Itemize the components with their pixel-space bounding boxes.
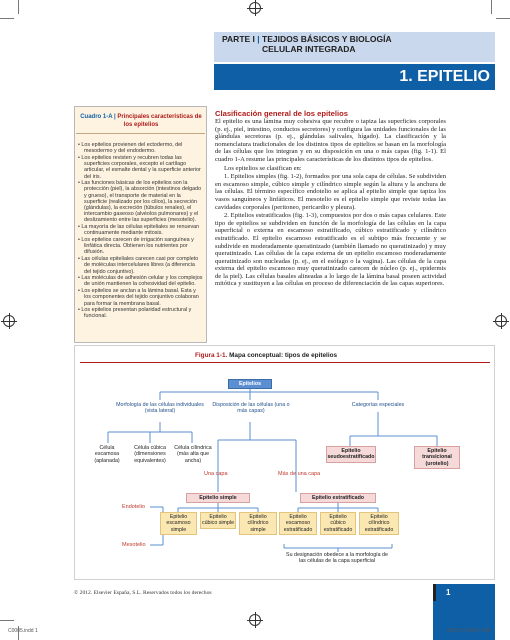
list-item: • La mayoría de las células epiteliales se renuevan continuamente mediante mitosis. [78, 224, 203, 236]
paragraph: 2. Epitelios estratificados (fig. 1-3), compuestos por dos o más capas celulares. Este tipo de epitelios se subdividen en función de la morfología de las células en la capa superficial o externa en escamoso estratificado, cúbico estratificado y cilíndrico estratificado. El epitelio escamoso estratificado es el subtipo más frecuente y se subdivide en moderadamente queratinizado (también llamado no queratinizado) y muy queratinizado. Las células de la capa externa de un epitelio escamoso moderadamente queratinizado son nucleadas (p. ej., en el esófago o la vagina). Las células de la capa externa del epitelio escamoso muy queratinizado carecen de núcleo (p. ej., epidermis de la piel). Las células basales alineadas a lo largo de la lámina basal poseen actividad mitótica y sustituyen a las células en proceso de diferenciación de las capas superiores. [215, 212, 446, 288]
chapter-title: 1. EPITELIO [399, 68, 490, 85]
node-epitelios: Epitelios [228, 379, 272, 389]
box-tag: Cuadro 1-A [80, 114, 113, 120]
part-title-line1: TEJIDOS BÁSICOS Y BIOLOGÍA [262, 34, 392, 44]
node-simple-squamous: Epitelio escamoso simple [160, 512, 197, 535]
node-strat-squamous: Epitelio escamoso estratificado [279, 512, 317, 535]
node-special-pseudostratified: Epitelio seudoestratificado [326, 446, 376, 463]
list-item: • Los epitelios presentan polaridad estructural y funcional. [78, 307, 203, 319]
node-simple-cuboidal: Epitelio cúbico simple [200, 512, 236, 529]
page-number: 1 [446, 588, 451, 597]
node-layers: Disposición de las células (una o más capas) [212, 402, 290, 415]
page-separator [433, 584, 436, 601]
figure-note: Su designación obedece a la morfología de las células de la capa superficial [286, 552, 388, 565]
node-cell-squamous: Célula escamosa (aplanada) [94, 445, 120, 464]
box-separator: | [114, 114, 116, 120]
part-label: PARTE I [222, 34, 255, 44]
file-slug: C0005.indd 1 [8, 628, 38, 634]
figure-number: Figura 1-1. [195, 352, 228, 359]
date-slug: 3/5/12 10:48:47 AM [446, 628, 490, 634]
paragraph: 1. Epitelios simples (fig. 1-2), formados por una sola capa de células. Se subdividen en escamoso simple, cúbico simple y cilíndrico simple según la altura y la anchura de las células. El término específico endotelio se aplica al epitelio simple que tapiza los vasos sanguíneos y linfáticos. El mesotelio es el epitelio simple que reviste todas las cavidades corporales (peritoneo, pericardio y pleura). [215, 173, 446, 211]
list-item: • Las células epiteliales carecen casi por completo de moléculas intercelulares libres (a diferencia del tejido conjuntivo). [78, 256, 203, 275]
node-cell-cuboidal: Célula cúbica (dimensiones equivalentes) [134, 445, 166, 464]
list-item: • Los epitelios se anclan a la lámina basal. Esta y los componentes del tejido conjuntivo colaboran para formar la membrana basal. [78, 288, 203, 307]
label-mesotelio: Mesotelio [122, 542, 146, 548]
paragraph: El epitelio es una lámina muy cohesiva que recubre o tapiza las superficies corporales (p. ej., piel, intestino, conductos secretores) y configura las unidades funcionales de las glándulas secretoras (p. ej., glándulas salivales, hígado). La clasificación y la nomenclatura tradicionales de los distintos tipos de epitelios se basan en la morfología de las células que los integran y en su disposición en una o más capas (fig. 1-1). El cuadro 1-A resume las principales características de los distintos tipos de epitelios. [215, 118, 446, 163]
list-item: • Las funciones básicas de los epitelios son la protección (piel), la absorción (intestinos delgado y grueso), el transporte de material en la superficie (realizado por los cilios), la secreción (glándulas), la excreción (túbulos renales), el intercambio gaseoso (alvéolos pulmonares) y el deslizamiento entre las superficies (mesotelio). [78, 180, 203, 223]
label-more-layers: Más de una capa [278, 471, 321, 477]
node-simple-columnar: Epitelio cilíndrico simple [239, 512, 277, 535]
node-simple: Epitelio simple [186, 493, 250, 503]
node-cell-columnar: Célula cilíndrica (más alta que ancha) [174, 445, 212, 464]
box-title-text: Principales características de los epitelios [117, 114, 202, 128]
figure-caption-text: Mapa conceptual: tipos de epitelios [229, 352, 338, 359]
section-heading: Clasificación general de los epitelios [215, 109, 348, 118]
part-title-line2: CELULAR INTEGRADA [262, 44, 356, 54]
node-special: Categorías especiales [351, 402, 405, 408]
label-endotelio: Endotelio [122, 504, 145, 510]
label-one-layer: Una capa [204, 471, 228, 477]
list-item: • Los epitelios provienen del ectodermo, del mesodermo y del endodermo. [78, 142, 203, 154]
node-special-transitional: Epitelio transicional (urotelio) [414, 446, 460, 469]
part-separator: | [257, 34, 260, 44]
paragraph: Los epitelios se clasifican en: [224, 164, 302, 172]
list-item: • Las moléculas de adhesión celular y los complejos de unión mantienen la cohesividad del epitelio. [78, 275, 203, 287]
node-strat-cuboidal: Epitelio cúbico estratificado [320, 512, 356, 535]
list-item: • Los epitelios revisten y recubren todas las superficies corporales, excepto el cartílago articular, el esmalte dental y la superficie anterior del iris. [78, 155, 203, 180]
copyright: © 2012. Elsevier España, S.L. Reservados todos los derechos [74, 590, 212, 596]
list-item: • Los epitelios carecen de irrigación sanguínea y linfática directa. Obtienen los nutrientes por difusión. [78, 237, 203, 256]
node-stratified: Epitelio estratificado [300, 493, 376, 503]
node-morphology: Morfología de las células individuales (vista lateral) [116, 402, 204, 415]
node-strat-columnar: Epitelio cilíndrico estratificado [359, 512, 399, 535]
